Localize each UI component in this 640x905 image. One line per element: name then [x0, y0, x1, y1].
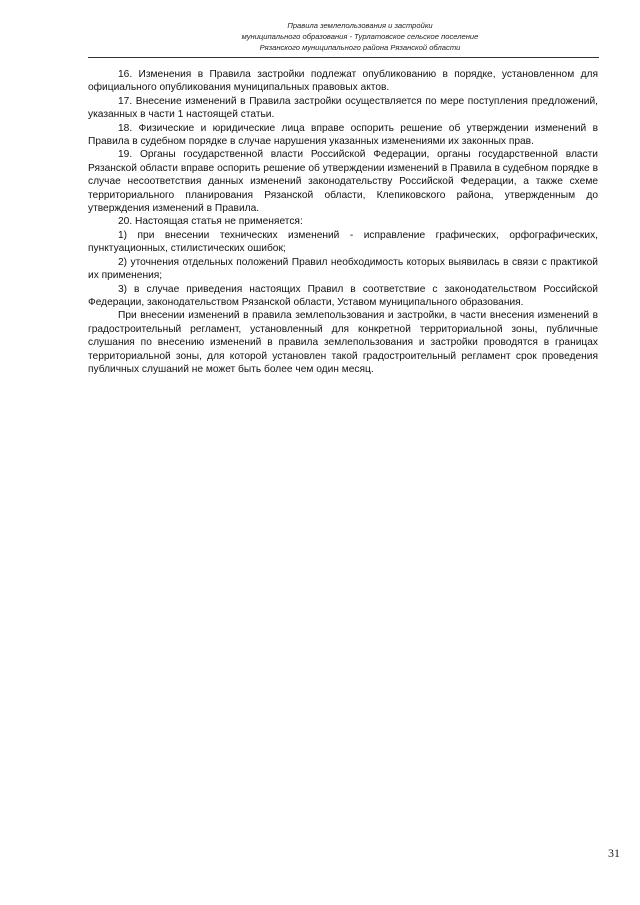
document-body	[88, 68, 598, 376]
list-item-2: 2) уточнения отдельных положений Правил необходимость которых выявилась в связи с практикой их применения;	[88, 256, 598, 282]
paragraph-19: 19. Органы государственной власти Российской Федерации, органы государственной власти Рязанской области вправе оспорить решение об утверждении изменений в Правила в судебном порядке в случае несоответствия данных изменений законодательству Российской Федерации, а также схеме территориального планирования Рязанской области, Клепиковского района, утвержденным до утверждения изменений в Правила.	[88, 149, 598, 215]
list-item-1: 1) при внесении технических изменений - исправление графических, орфографических, пунктуационных, стилистических ошибок;	[88, 229, 598, 255]
header-line: муниципального образования - Турлатовское сельское поселение	[241, 32, 479, 41]
paragraph-17: 17. Внесение изменений в Правила застройки осуществляется по мере поступления предложений, указанных в части 1 настоящей статьи.	[88, 95, 598, 121]
list-item-3: 3) в случае приведения настоящих Правил в соответствие с законодательством Российской Федерации, законодательством Рязанской области, Уставом муниципального образования.	[88, 283, 598, 308]
page-number: 31	[608, 846, 620, 860]
paragraph-20: 20. Настоящая статья не применяется:	[118, 216, 303, 228]
paragraph-public-hearings: При внесении изменений в правила землепользования и застройки, в части внесения изменений в градостроительный регламент, установленный для конкретной территориальной зоны, публичные слушания по внесению изменений в правила землепользования и застройки проводятся в границах территориальной зоны, для которой установлен такой градостроительный регламент срок проведения публичных слушаний не может быть более чем один месяц.	[88, 310, 598, 375]
header-line: Правила землепользования и застройки	[287, 21, 433, 30]
running-header	[200, 20, 520, 53]
header-line: Рязанского муниципального района Рязанской области	[259, 43, 461, 52]
header-divider	[88, 57, 599, 58]
paragraph-16: 16. Изменения в Правила застройки подлежат опубликованию в порядке, установленном для официального опубликования муниципальных правовых актов.	[88, 69, 598, 94]
paragraph-18: 18. Физические и юридические лица вправе оспорить решение об утверждении изменений в Правила в судебном порядке в случае нарушения указанных изменениями их законных прав.	[88, 122, 598, 148]
